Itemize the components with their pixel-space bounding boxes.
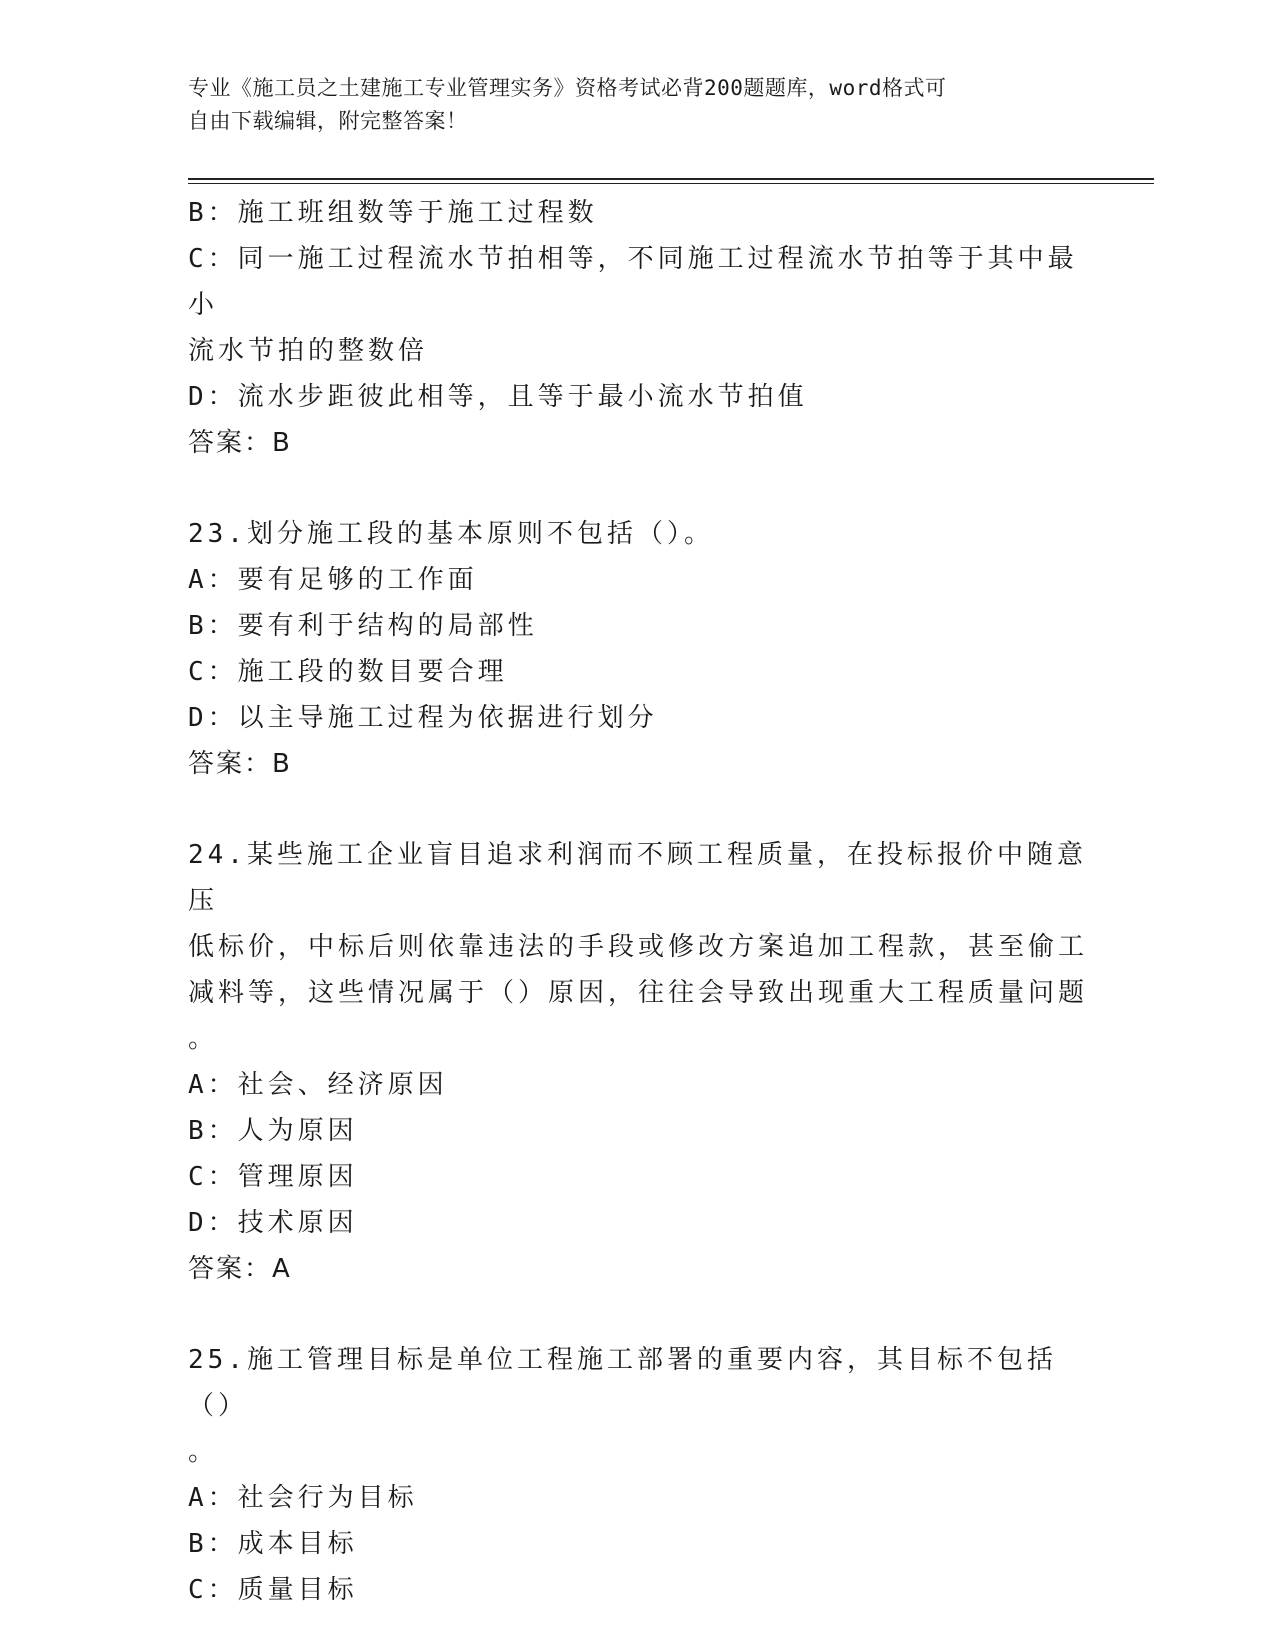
- question-stem-continued: 。: [188, 1437, 219, 1467]
- option-b: B：人为原因: [188, 1116, 358, 1146]
- option-c: C：同一施工过程流水节拍相等，不同施工过程流水节拍等于其中最小: [188, 244, 1078, 320]
- option-d: D：以主导施工过程为依据进行划分: [188, 703, 658, 733]
- option-a: A：要有足够的工作面: [188, 565, 478, 595]
- question-stem-continued: 低标价，中标后则依靠违法的手段或修改方案追加工程款，甚至偷工: [188, 932, 1089, 962]
- option-d: D：技术原因: [188, 1208, 358, 1238]
- answer: 答案：B: [188, 428, 292, 458]
- question-25: [188, 1337, 1088, 1613]
- option-d: D：流水步距彼此相等，且等于最小流水节拍值: [188, 382, 808, 412]
- option-c: C：管理原因: [188, 1162, 358, 1192]
- question-22: [188, 190, 1088, 466]
- option-c-continued: 流水节拍的整数倍: [188, 336, 429, 366]
- option-b: B：成本目标: [188, 1529, 358, 1559]
- answer: 答案：A: [188, 1254, 292, 1284]
- header-title-line-1: 专业《施工员之土建施工专业管理实务》资格考试必背200题题库，word格式可: [188, 76, 947, 100]
- answer: 答案：B: [188, 749, 292, 779]
- option-a: A：社会、经济原因: [188, 1070, 448, 1100]
- question-stem-continued: 减料等，这些情况属于（）原因，往往会导致出现重大工程质量问题: [188, 978, 1089, 1008]
- header-divider-thin: [188, 183, 1154, 184]
- option-a: A：社会行为目标: [188, 1483, 418, 1513]
- document-header: [188, 72, 1068, 138]
- question-stem-continued: 。: [188, 1024, 219, 1054]
- option-c: C：施工段的数目要合理: [188, 657, 508, 687]
- option-c: C：质量目标: [188, 1575, 358, 1605]
- question-stem: 24.某些施工企业盲目追求利润而不顾工程质量，在投标报价中随意压: [188, 840, 1087, 916]
- question-list: [188, 190, 1088, 1613]
- question-24: [188, 832, 1088, 1292]
- question-23: [188, 511, 1088, 787]
- option-b: B：施工班组数等于施工过程数: [188, 198, 598, 228]
- header-title-line-2: 自由下载编辑，附完整答案！: [188, 109, 468, 133]
- question-stem: 23.划分施工段的基本原则不包括（）。: [188, 519, 714, 549]
- option-b: B：要有利于结构的局部性: [188, 611, 538, 641]
- header-divider-thick: [188, 178, 1154, 180]
- question-stem: 25.施工管理目标是单位工程施工部署的重要内容，其目标不包括（）: [188, 1345, 1057, 1421]
